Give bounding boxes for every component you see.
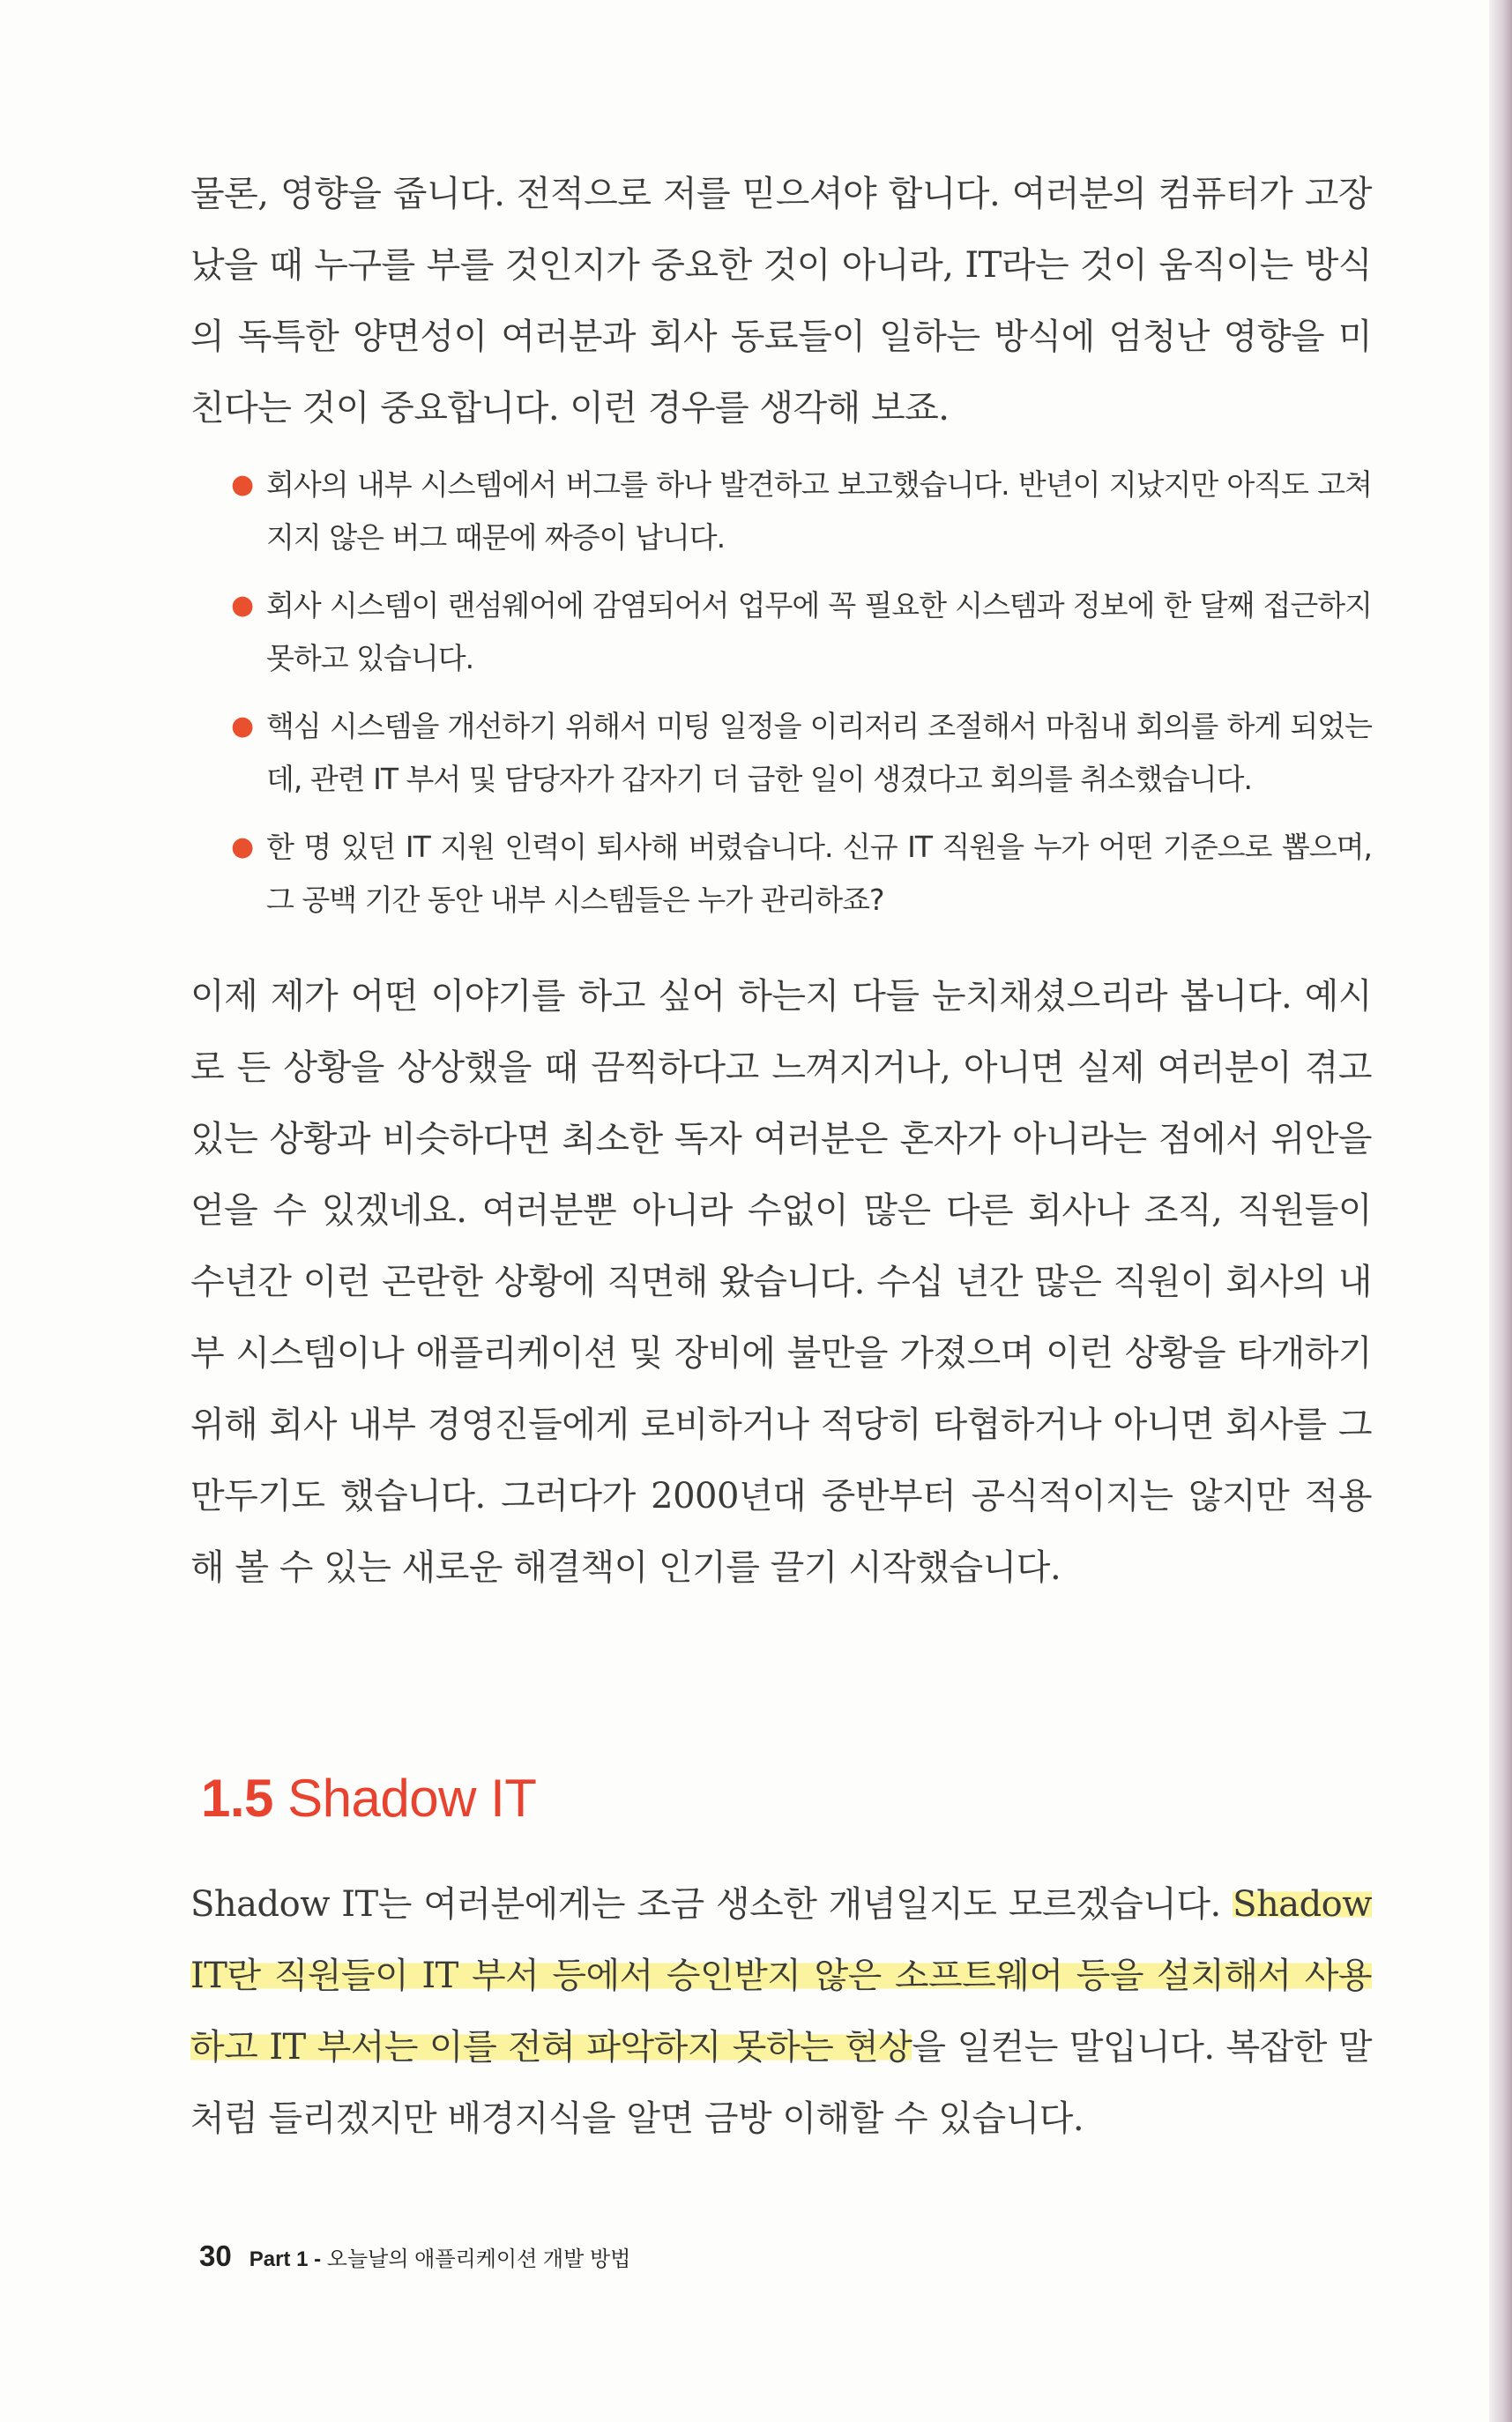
list-item (231, 579, 1372, 685)
list-item-text: 회사 시스템이 랜섬웨어에 감염되어서 업무에 꼭 필요한 시스템과 정보에 한 달째 접근하지 못하고 있습니다. (266, 588, 1372, 675)
highlighted-definition: Shadow IT란 직원들이 IT 부서 등에서 승인받지 않은 소프트웨어 등을 설치해서 사용하고 IT 부서는 이를 전혀 파악하지 못하는 현상 (190, 1884, 1372, 2068)
bullet-dot-icon: ● (231, 590, 254, 621)
list-item-text: 핵심 시스템을 개선하기 위해서 미팅 일정을 이리저리 조절해서 마침내 회의를 하게 되었는데, 관련 IT 부서 및 담당자가 갑자기 더 급한 일이 생겼다고 회의를 취소했습니다. (266, 709, 1372, 796)
section-heading (201, 1768, 536, 1829)
page-footer (199, 2239, 630, 2273)
bullet-list (231, 458, 1372, 942)
footer-part: Part 1 - (249, 2247, 322, 2271)
bullet-dot-icon: ● (231, 711, 254, 742)
list-item-text: 한 명 있던 IT 지원 인력이 퇴사해 버렸습니다. 신규 IT 직원을 누가 어떤 기준으로 뽑으며, 그 공백 기간 동안 내부 시스템들은 누가 관리하죠? (266, 830, 1372, 917)
list-item (231, 700, 1372, 806)
page-number: 30 (199, 2239, 232, 2272)
bullet-dot-icon: ● (231, 469, 254, 500)
list-item (231, 821, 1372, 927)
list-item-text: 회사의 내부 시스템에서 버그를 하나 발견하고 보고했습니다. 반년이 지났지만 아직도 고쳐지지 않은 버그 때문에 짜증이 납니다. (266, 467, 1372, 555)
bullet-dot-icon: ● (231, 831, 254, 862)
paragraph-intro: 물론, 영향을 줍니다. 전적으로 저를 믿으셔야 합니다. 여러분의 컴퓨터가 고장 났을 때 누구를 부를 것인지가 중요한 것이 아니라, IT라는 것이 움직이는 방식의 독특한 양면성이 여러분과 회사 동료들이 일하는 방식에 엄청난 영향을 미친다는 것이 중요합니다. 이런 경우를 생각해 보죠. (190, 174, 1372, 429)
section-title: Shadow IT (287, 1769, 537, 1828)
paragraph-context: 이제 제가 어떤 이야기를 하고 싶어 하는지 다들 눈치채셨으리라 봅니다. 예시로 든 상황을 상상했을 때 끔찍하다고 느껴지거나, 아니면 실제 여러분이 겪고 있는 상황과 비슷하다면 최소한 독자 여러분은 혼자가 아니라는 점에서 위안을 얻을 수 있겠네요. 여러분뿐 아니라 수없이 많은 다른 회사나 조직, 직원들이 수년간 이런 곤란한 상황에 직면해 왔습니다. 수십 년간 많은 직원이 회사의 내부 시스템이나 애플리케이션 및 장비에 불만을 가졌으며 이런 상황을 타개하기 위해 회사 내부 경영진들에게 로비하거나 적당히 타협하거나 아니면 회사를 그만두기도 했습니다. 그러다가 2000년대 중반부터 공식적이지는 않지만 적용해 볼 수 있는 새로운 해결책이 인기를 끌기 시작했습니다. (190, 976, 1372, 1588)
paragraph-shadow-it (190, 1869, 1372, 2155)
paragraph-text-before: Shadow IT는 여러분에게는 조금 생소한 개념일지도 모르겠습니다. (190, 1884, 1233, 1925)
footer-title: 오늘날의 애플리케이션 개발 방법 (321, 2247, 631, 2271)
page-edge (1489, 0, 1512, 2422)
list-item (231, 458, 1372, 564)
section-number: 1.5 (201, 1769, 273, 1828)
paragraph-text-after: 을 일컫는 말입니다. 복잡한 말처럼 들리겠지만 배경지식을 알면 금방 이해할 수 있습니다. (190, 2027, 1372, 2139)
